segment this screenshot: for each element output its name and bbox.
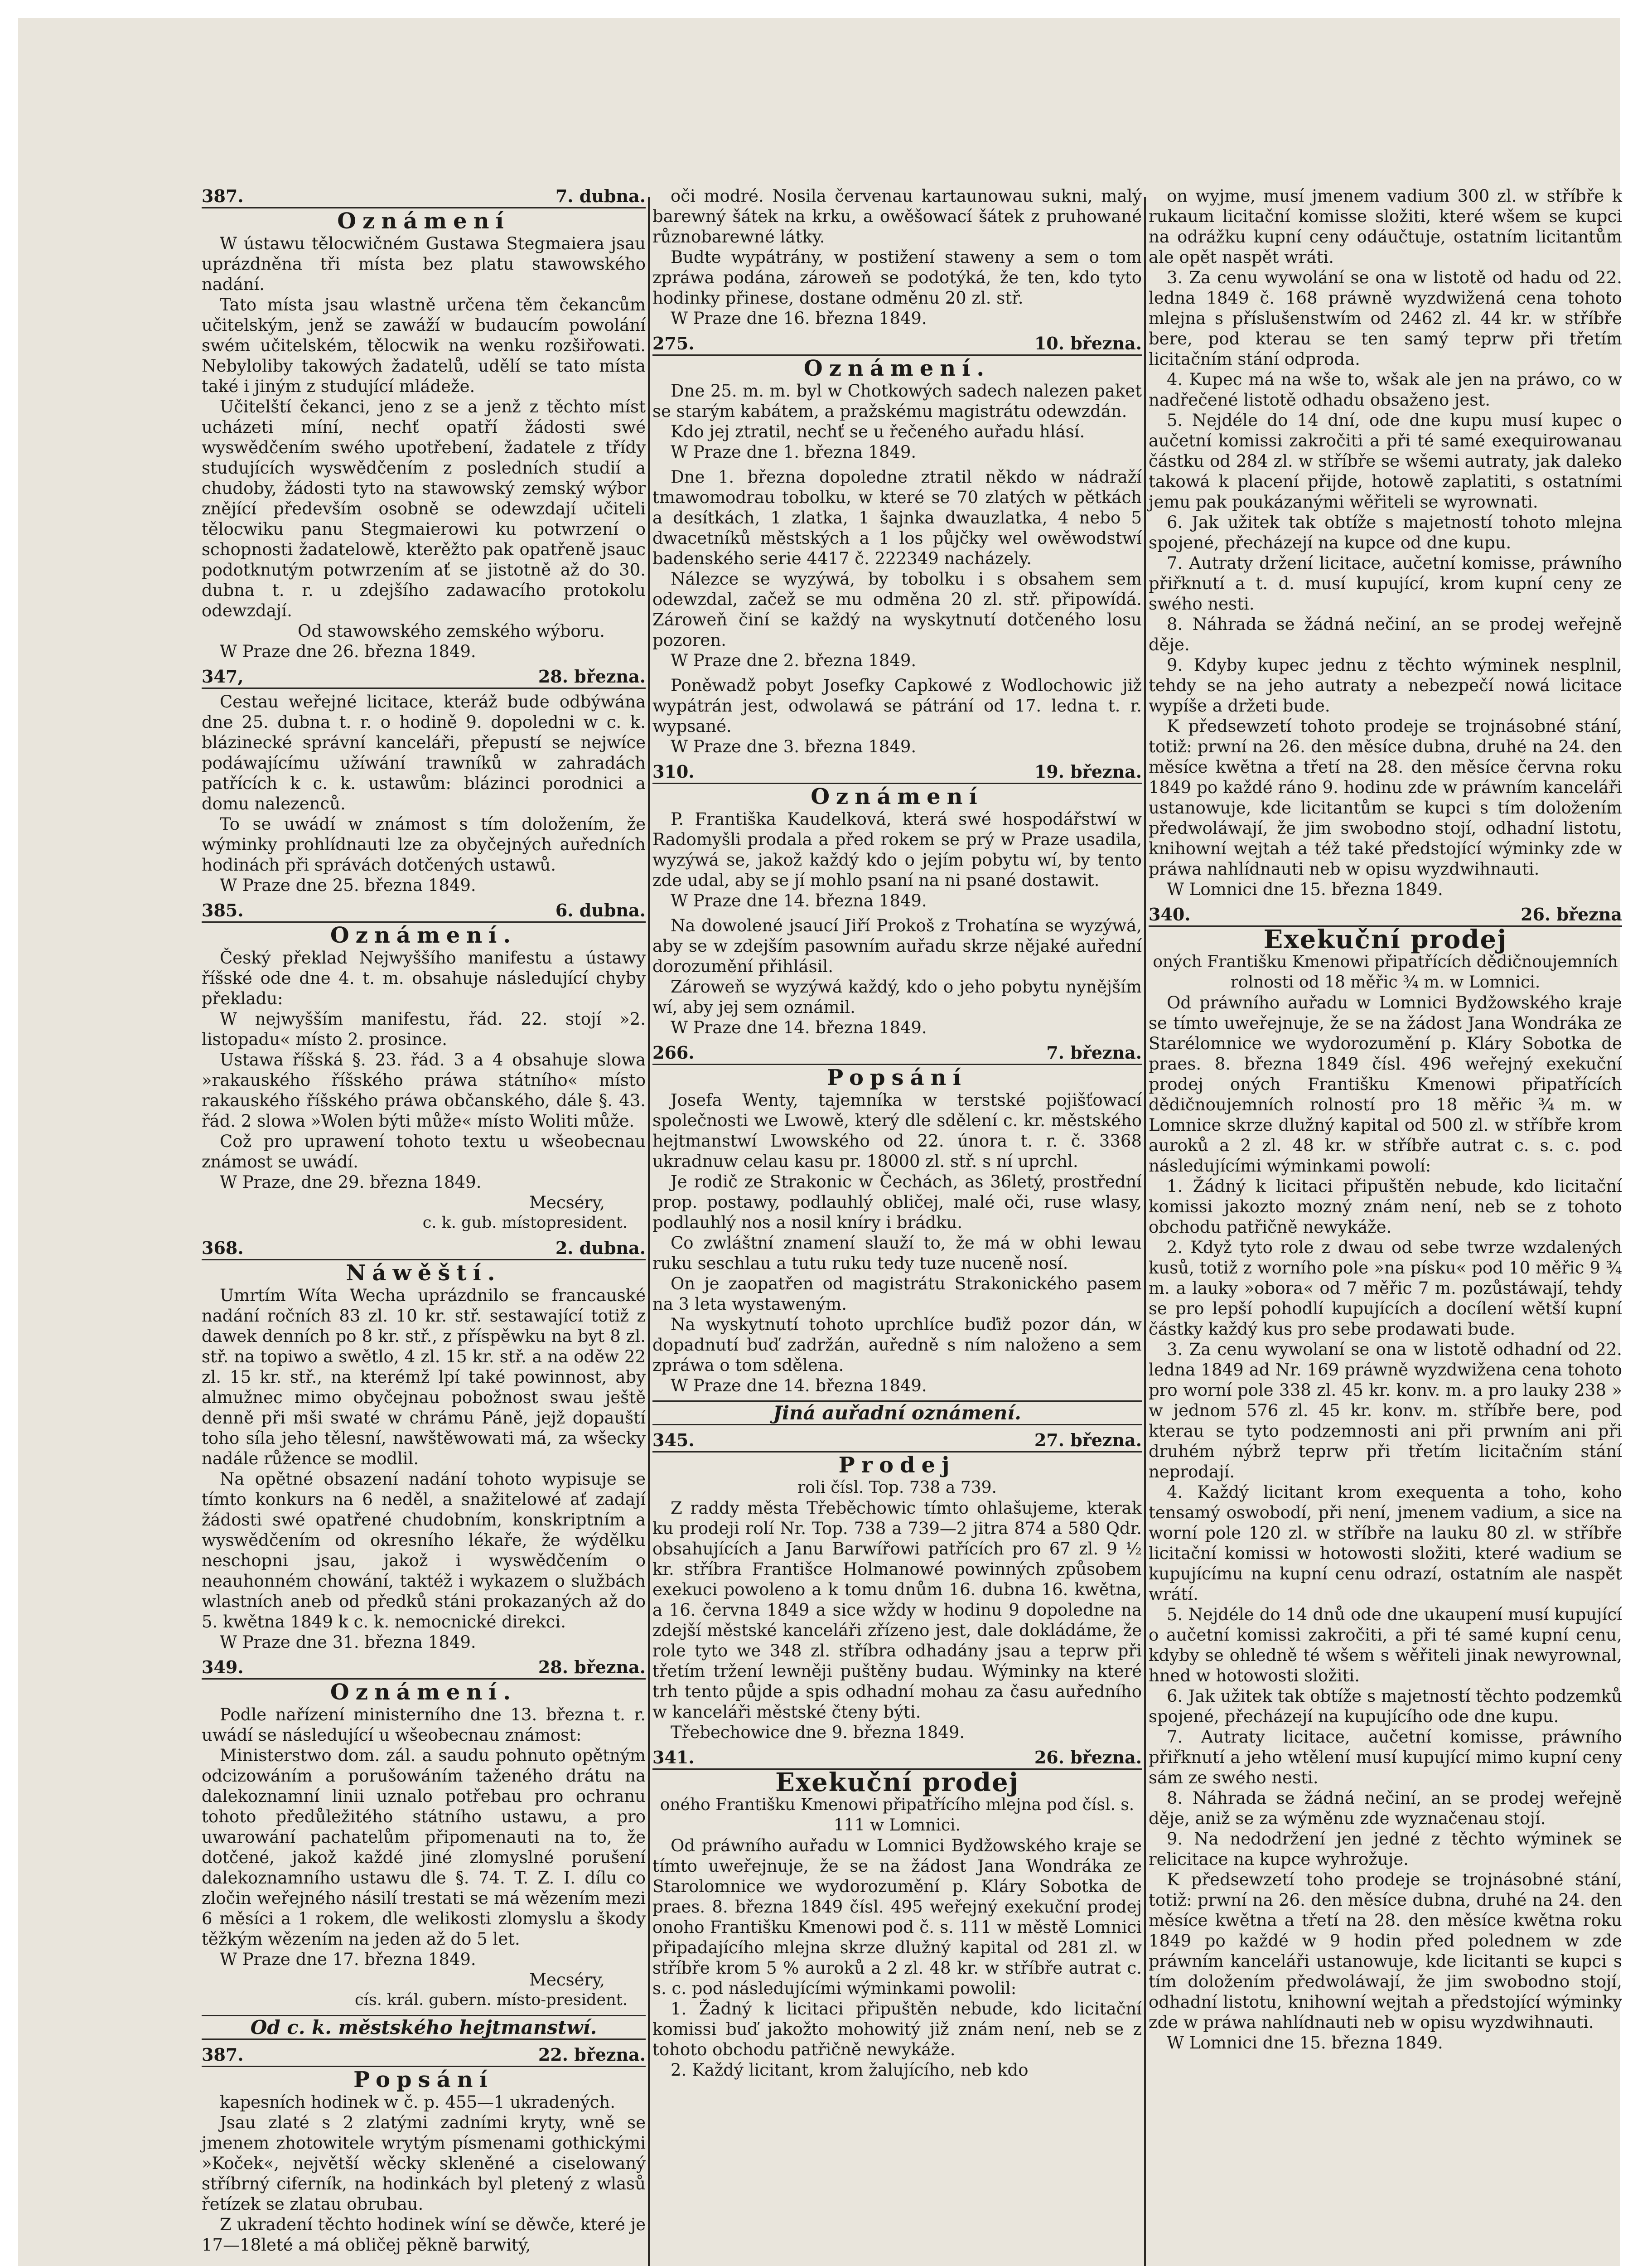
notice-block: [652, 1430, 1142, 1743]
notice-title: Náwěští.: [346, 1260, 502, 1286]
column-rule: [648, 197, 650, 2266]
notice-paragraph: P. Františka Kaudelková, která swé hospodářstwí w Radomyšli prodala a před rokem se prý w Praze usadila, wyzýwá se, jakož každý kdo o jejím pobytu wí, by tento zde udal, aby se jí mohlo psaní na ni psané dostawit.: [652, 809, 1142, 890]
notice-block: [652, 675, 1142, 757]
notice-paragraph: K předsewzetí toho prodeje se trojnásobné stání, totiž: prwní na 26. den měsíce dubna, druhé na 24. den měsíce kwětna a třetí na 28. den měsíce kwětna roku 1849 po každé w 9 hodin před polednem w zde práwním kanceláři ustanowuje, kde licitanti se kupci s tím doložením předwoláwají, že jim swobodno stojí, odhadní listotu, knihowní wejtah a předstojící wýminky zde w práwa nahlídnauti neb w opisu wyzdwihnauti.: [1149, 1870, 1622, 2032]
notice-paragraph: 8. Náhrada se žádná nečiní, an se prodej weřejně děje.: [1149, 615, 1622, 654]
notice-paragraph: Český překlad Nejwyššího manifestu a ústawy říšské ode dne 4. t. m. obsahuje následující chyby překladu:: [202, 948, 646, 1008]
notice-paragraph: Josefa Wenty, tajemníka w terstské pojišťowací společnosti we Lwowě, který dle sdělení c. kr. městského hejtmanstwí Lwowského od 22. února t. r. č. 3368 ukradnuw celau kasu pr. 18000 zl. stř. s ní uprchl.: [652, 1090, 1142, 1171]
notice-paragraph: Na wyskytnutí tohoto uprchlíce buďiž pozor dán, w dopadnutí buď zadržán, auředně s ním naloženo a sem zpráwa o tom sdělena.: [652, 1315, 1142, 1375]
notice-paragraph: 2. Když tyto role z dwau od sebe twrze wzdalených kusů, totiž z worního pole »na písku« pod 10 měřic 9 ¾ m. a lauky »obora« od 7 měřic 7 m. pozůstáwají, tehdy se pro lepší pohodlí kupujících a docílení wětší kupní částky každý kus pro sebe prodawati bude.: [1149, 1238, 1622, 1339]
notice-date: 22. března.: [538, 2044, 646, 2065]
notice-place-date: W Praze dne 26. března 1849.: [220, 642, 476, 661]
notice-title: Popsání: [353, 2067, 494, 2092]
notice-place-date: W Praze dne 17. března 1849.: [220, 1950, 476, 1969]
notice-place-date: W Praze dne 25. března 1849.: [220, 876, 476, 895]
notice-header: [202, 666, 646, 689]
notice-date: 28. března.: [538, 666, 646, 687]
notice-block: [202, 1238, 646, 1652]
notice-paragraph: Zároweň se wyzýwá každý, kdo o jeho pobytu nynějším wí, aby jej sem oznámil.: [652, 977, 1142, 1017]
notice-block: [1149, 904, 1622, 2053]
notice-subtitle: roli čísl. Top. 738 a 739.: [797, 1478, 997, 1497]
notice-header: [652, 1430, 1142, 1453]
notice-paragraph: Dne 1. března dopoledne ztratil někdo w nádraží tmawomodrau tobolku, w které se 70 zlatých w pětkách a desítkách, 1 zlatka, 1 šajnka dwauzlatka, 4 nebo 5 dwacetníků městských a 1 los půjčky wel owěwodstwí badenského serie 4417 č. 222349 nacházely.: [652, 467, 1142, 568]
notice-header: [202, 1657, 646, 1680]
notice-block: [652, 1747, 1142, 2080]
notice-block: [652, 467, 1142, 671]
notice-date: 2. dubna.: [555, 1238, 646, 1258]
notice-signature: Mecséry,: [529, 1970, 605, 1990]
notice-header: [652, 333, 1142, 356]
notice-paragraph: 9. Na nedodržení jen jedné z těchto wýminek se relicitace na kupce wyhrožuje.: [1149, 1829, 1622, 1869]
notice-paragraph: on wyjme, musí jmenem vadium 300 zl. w stříbře k rukaum licitační komisse složiti, které wšem se kupci na odrážku kupní ceny odáučtuje, ostatním licitantům ale opět naspět wráti.: [1149, 186, 1622, 267]
notice-number: 341.: [652, 1747, 695, 1767]
notice-paragraph: 7. Autraty držení licitace, aučetní komisse, práwního přiřknutí a t. d. musí kupující, krom kupní ceny ze swého nesti.: [1149, 553, 1622, 614]
notice-date: 27. března.: [1034, 1430, 1142, 1450]
notice-paragraph: K předsewzetí tohoto prodeje se trojnásobné stání, totiž: prwní na 26. den měsíce dubna, druhé na 24. den měsíce kwětna a třetí na 28. den měsíce června roku 1849 po každé ráno 9. hodinu zde w práwním kanceláři ustanowuje, kde licitantům se kupci s tím doložením předwoláwají, že jim swobodno stojí, odhadní listotu, knihowní wejtah a též také předstojící wýminky zde w práwa nahlídnauti neb w opisu wyzdwihnauti.: [1149, 717, 1622, 879]
notice-date: 19. března.: [1034, 761, 1142, 782]
notice-title: Oznámení: [811, 784, 984, 809]
notice-place-date: W Praze dne 31. března 1849.: [220, 1632, 476, 1652]
notice-block: [202, 1657, 646, 2010]
notice-paragraph: Poněwadž pobyt Josefky Capkowé z Wodlochowic již wypátrán jest, odwolawá se pátrání od 17. ledna t. r. wypsané.: [652, 676, 1142, 736]
notice-paragraph: Kdo jej ztratil, nechť se u řečeného auřadu hlásí.: [671, 422, 1085, 441]
notice-date: 10. března.: [1034, 333, 1142, 353]
notice-paragraph: 7. Autraty licitace, aučetní komisse, práwního přiřknutí a jeho wtělení musí kupující mimo kupní ceny sám ze swého nesti.: [1149, 1727, 1622, 1787]
notice-block: [202, 186, 646, 662]
notice-place-date: W Praze dne 3. března 1849.: [671, 737, 917, 756]
notice-block: [652, 186, 1142, 329]
notice-number: 385.: [202, 900, 244, 920]
notice-signature-title: c. k. gub. místopresident.: [422, 1214, 628, 1232]
notice-paragraph: 4. Kupec má na wše to, wšak ale jen na práwo, co w nadřečené listotě odhadu obsaženo jest.: [1149, 370, 1622, 410]
notice-paragraph: Co zwláštní znamení slauží to, že má w obhi lewau ruku seschlau a tutu ruku tedy tuze nuceně nosí.: [652, 1233, 1142, 1273]
notice-number: 347,: [202, 666, 244, 687]
notice-header: [652, 1042, 1142, 1065]
notice-place-date: W Praze dne 1. března 1849.: [671, 442, 917, 462]
notice-title: Prodej: [838, 1453, 956, 1478]
notice-paragraph: Což pro uprawení tohoto textu u wšeobecnau známost se uwádí.: [202, 1132, 646, 1172]
notice-paragraph: Budte wypátrány, w postižení staweny a sem o tom zpráwa podána, zároweň se podotýká, že ten, kdo tyto hodinky přinese, dostane odměnu 20 zl. stř.: [652, 247, 1142, 308]
notice-block: [202, 666, 646, 896]
notice-number: 387.: [202, 2044, 244, 2065]
notice-signature: Mecséry,: [529, 1193, 605, 1212]
notice-paragraph: Dne 25. m. m. byl w Chotkowých sadech nalezen paket se starým kabátem, a pražskému magistrátu odewzdán.: [652, 381, 1142, 421]
section-header: Jiná auřadní oznámení.: [652, 1400, 1142, 1425]
notice-subtitle: oných Františku Kmenowi připatřících dědičnoujemních rolnosti od 18 měřic ¾ m. w Lomnici.: [1153, 953, 1618, 992]
notice-header: [202, 2044, 646, 2067]
notice-paragraph: 5. Nejdéle do 14 dnů ode dne ukaupení musí kupující o aučetní komissi zakročiti, a při té samé kupní cenu, kdyby se ohledně té wšem s wěřiteli jinak newyrownal, hned w hotowosti složiti.: [1149, 1605, 1622, 1685]
notice-paragraph: Od práwního auřadu w Lomnici Bydžowského kraje se tímto uweřejnuje, že se na žádost Jana Wondráka ze Starélomnice we wydorozumění p. Kláry Sobotka de praes. 8. března 1849 čísl. 496 weřejný exekuční prodej oných Františku Kmenowi připatřících dědičnoujemních rolností pro 18 měřic ¾ m. w Lomnice skrze dlužný kapital od 500 zl. w stříbře krom auroků a 2 zl. 48 kr. w stříbře autrat c. s. c. pod následujícími wýminkami powolí:: [1149, 993, 1622, 1176]
notice-paragraph: 2. Každý licitant, krom žalujícího, neb kdo: [671, 2060, 1029, 2080]
notice-place-date: W Praze dne 14. března 1849.: [671, 1376, 927, 1395]
notice-place-date: W Praze, dne 29. března 1849.: [220, 1172, 482, 1192]
notice-date: 7. dubna.: [555, 186, 646, 206]
notice-block: [1149, 186, 1622, 900]
notice-header: [202, 1238, 646, 1260]
notice-paragraph: Je rodič ze Strakonic w Čechách, as 36letý, prostřední prop. postawy, podlauhlý obličej, malé oči, ruse wlasy, podlauhlý nos a nosil kníry i brádku.: [652, 1172, 1142, 1232]
column-2: [652, 186, 1142, 2085]
notice-title: Oznámení.: [803, 356, 991, 381]
notice-number: 345.: [652, 1430, 695, 1450]
notice-number: 349.: [202, 1657, 244, 1677]
notice-place-date: W Praze dne 14. března 1849.: [671, 891, 927, 910]
notice-paragraph: Z ukradení těchto hodinek wíní se děwče, které je 17—18leté a má obličej pěkně barwitý,: [202, 2215, 646, 2255]
notice-block: [202, 900, 646, 1233]
column-3: [1149, 186, 1622, 2058]
notice-paragraph: oči modré. Nosila červenau kartaunowau sukni, malý barewný šátek na krku, a owěšowací šátek z pruhowané různobarewné látky.: [652, 186, 1142, 247]
notice-paragraph: Cestau weřejné licitace, kteráž bude odbýwána dne 25. dubna t. r. o hodině 9. dopoledni w c. k. blázinecké správní kanceláři, přepustí se nejwíce podáwajícímu užíwání trawníků w zahradách patřících k c. k. ustawům: blázinci porodnici a domu nalezenců.: [202, 692, 646, 813]
notice-paragraph: 4. Každý licitant krom exequenta a toho, koho tensamý oswobodí, při není, jmenem vadium, a sice na worní pole 120 zl. w stříbře na lauku 80 zl. w stříbře licitační komissi w hotowosti složiti, které wadium se kupujícímu na kupní cenu odrazí, ostatním ale naspět wrátí.: [1149, 1482, 1622, 1604]
notice-block: [652, 761, 1142, 911]
notice-paragraph: 6. Jak užitek tak obtíže s majetností těchto podzemků spojené, přecházejí na kupujícího ode dne kupu.: [1149, 1686, 1622, 1726]
notice-block: [652, 915, 1142, 1038]
notice-paragraph: Ustawa říšská §. 23. řád. 3 a 4 obsahuje slowa »rakauského říšského práwa státního« místo rakauského říšského práwa občanského, dále §. 43. řád. 2 slowa »Wolen býti může« místo Woliti může.: [202, 1050, 646, 1131]
notice-title: Oznámení: [337, 208, 510, 234]
notice-place-date: W Praze dne 2. března 1849.: [671, 651, 917, 670]
notice-number: 387.: [202, 186, 244, 206]
notice-paragraph: 5. Nejdéle do 14 dní, ode dne kupu musí kupec o aučetní komissi zakročiti a při té samé exequirowanau částku od 284 zl. w stříbře se wšemi autraty, jak daleko takowá k placení přijde, hotowě zaplatiti, s ostatními jemu pak poukázanými wěřiteli se wyrownati.: [1149, 411, 1622, 512]
notice-number: 368.: [202, 1238, 244, 1258]
notice-header: [652, 1747, 1142, 1770]
notice-paragraph: W nejwyšším manifestu, řád. 22. stojí »2. listopadu« místo 2. prosince.: [202, 1009, 646, 1049]
notice-date: 28. března.: [538, 1657, 646, 1677]
notice-signature: Od stawowského zemského wýboru.: [298, 621, 605, 641]
notice-paragraph: To se uwádí w známost s tím doložením, že wýminky prohlídnauti lze za obyčejných auředních hodinách při správách dotčených ustawů.: [202, 814, 646, 875]
notice-paragraph: Umrtím Wíta Wecha uprázdnilo se francauské nadání ročních 83 zl. 10 kr. stř. sestawající totiž z dawek denních po 8 kr. stř., z příspěwku na byt 8 zl. stř. na topiwo a swětlo, 4 zl. 15 kr. stř. a na oděw 22 zl. 15 kr. stř., na kterémž lpí také powinnost, aby almužnec mimo obyčejnau pobožnost swau ještě denně při mši swaté w chrámu Páně, jejž dopauští toho síla jeho tělesní, nawštěwowati má, za wšecky nadále růžence se modlil.: [202, 1286, 646, 1468]
notice-header: [202, 900, 646, 923]
notice-number: 340.: [1149, 904, 1191, 925]
notice-date: 26. března.: [1034, 1747, 1142, 1767]
notice-paragraph: 8. Náhrada se žádná nečiní, an se prodej weřejně děje, aniž se za wýměnu zde wyznačenau stojí.: [1149, 1788, 1622, 1828]
notice-paragraph: kapesních hodinek w č. p. 455—1 ukradených.: [220, 2092, 615, 2112]
section-header: Od c. k. městského hejtmanstwí.: [202, 2015, 646, 2040]
notice-signature-title: cís. král. gubern. místo-president.: [354, 1991, 628, 2009]
notice-title: Exekuční prodej: [775, 1767, 1019, 1797]
notice-title: Oznámení.: [330, 923, 517, 948]
notice-date: 6. dubna.: [555, 900, 646, 920]
notice-header: [202, 186, 646, 208]
notice-title: Popsání: [827, 1065, 967, 1090]
notice-paragraph: Od práwního auřadu w Lomnici Bydžowského kraje se tímto uweřejnuje, že se na žádost Jana Wondráka ze Starolomnice we wydorozumění p. Kláry Sobotka de praes. 8. března 1849 čísl. 495 weřejný exekuční prodej onoho Františku Kmenowi pod č. s. 111 w městě Lomnici připadajícího mlejna skrze dlužný kapital od 281 zl. w stříbře krom 5 % auroků a 2 zl. 48 kr. w stříbře autrat c. s. c. pod následujícími wýminkami powolil:: [652, 1836, 1142, 1998]
notice-subtitle: oného Františku Kmenowi připatřícího mlejna pod čísl. s. 111 w Lomnici.: [660, 1796, 1135, 1835]
notice-place-date: W Praze dne 16. března 1849.: [671, 309, 927, 328]
notice-paragraph: Učitelští čekanci, jeno z se a jenž z těchto míst ucházeti míní, nechť opatří žádosti swé wyswědčením swého upotřebení, žadatele z třídy studujících wyswědčením z posledních studií a chudoby, žádosti tyto na stawowský zemský wýbor znějící především osobně se odewzdají učiteli tělocwiku panu Stegmaierowi ku potwrzení o schopnosti žadatelowě, kterěžto pak opatřeně jsauc podotknutým potwrzením ať se jistotně až do 30. dubna t. r. u zdejšího zadawacího protokolu odewzdají.: [202, 397, 646, 620]
notice-paragraph: Jsau zlaté s 2 zlatými zadními kryty, wně se jmenem zhotowitele wrytým písmenami gothickými »Koček«, největší wěcky skleněné a ciselowaný stříbrný ciferník, na hodinkách byl pletený z wlasů řetízek se zlatau obrubau.: [202, 2113, 646, 2214]
notice-title: Oznámení.: [330, 1680, 517, 1705]
notice-block: [652, 333, 1142, 462]
notice-number: 266.: [652, 1042, 695, 1063]
notice-date: 7. března.: [1046, 1042, 1142, 1063]
notice-paragraph: Nálezce se wyzýwá, by tobolku i s obsahem sem odewzdal, začež se mu odměna 20 zl. stř. připowídá. Zároweň činí se každý na wyskytnutí dotčeného losu pozoren.: [652, 569, 1142, 650]
notice-paragraph: 3. Za cenu wywolání se ona w listotě od hadu od 22. ledna 1849 č. 168 práwně wyzdwižená cena tohoto mlejna s příslušenstwím od 2462 zl. 44 kr. w stříbře bere, pod kterau se ten samý teprw při třetím licitačním stání odproda.: [1149, 268, 1622, 369]
notice-place-date: Třebechowice dne 9. března 1849.: [671, 1723, 965, 1742]
notice-paragraph: Na opětné obsazení nadání tohoto wypisuje se tímto konkurs na 6 neděl, a snažitelowé ať zadají žádosti swé opatřené chudobním, konskriptním a wyswědčením od okresního lékaře, že wýdělku neschopni jsau, jakož i wyswědčením o neauhonném chowání, taktéž i wykazem o službách wlastních aneb od předků stáni prokazaných až do 5. kwětna 1849 k c. k. nemocnické direkci.: [202, 1469, 646, 1632]
notice-paragraph: Z raddy města Třeběchowic tímto ohlašujeme, kterak ku prodeji rolí Nr. Top. 738 a 739—2 jitra 874 a 580 Qdr. obsahujících a Janu Barwířowi patřících pro 67 zl. 9 ½ kr. stříbra Františce Holmanowé powinných způsobem exekuci powoleno a k tomu dnům 16. dubna 16. kwětna, a 16. června 1849 a sice wždy w hodinu 9 dopoledne na zdejší městské kanceláři zřízeno jest, dale dokládáme, že role tyto we 348 zl. stříbra odhadány jsau a teprw při třetím tržení lewněji puštěny budau. Wýminky na které trh tento půjde a spis odhadní mohau za času auředního w kanceláři městské čteny býti.: [652, 1498, 1142, 1722]
notice-paragraph: Tato místa jsau wlastně určena těm čekancům učitelským, jenž se zawáží w budaucím powolání swém učitelském, tělocwik na wenku rozšiřowati. Nebyloliby takowých žadatelů, udělí se tato místa také i jiným z studující mládeže.: [202, 295, 646, 396]
notice-paragraph: 1. Žádný k licitaci připuštěn nebude, kdo licitační komissi jakozto mozný znám není, neb se z tohoto obchodu patřičně newykáže.: [1149, 1177, 1622, 1237]
notice-paragraph: 3. Za cenu wywolaní se ona w listotě odhadní od 22. ledna 1849 ad Nr. 169 práwně wyzdwižena cena tohoto pro worní pole 338 zl. 45 kr. konv. m. a pro lauky 238 » w jednom 576 zl. 45 kr. konv. m. stříbře bere, pod kterau se tyto podzemnosti ani při prwním ani při druhém nýbrž teprw při třetím licitačním stání neprodají.: [1149, 1340, 1622, 1482]
notice-date: 26. března: [1521, 904, 1622, 925]
notice-title: Exekuční prodej: [1263, 925, 1507, 954]
notice-place-date: W Lomnici dne 15. března 1849.: [1167, 880, 1443, 899]
notice-paragraph: 6. Jak užitek tak obtíže s majetností tohoto mlejna spojené, přecházejí na kupce od dne kupu.: [1149, 513, 1622, 552]
notice-number: 275.: [652, 333, 695, 353]
notice-paragraph: W ústawu tělocwičném Gustawa Stegmaiera jsau uprázdněna tři místa bez platu stawowského nadání.: [202, 234, 646, 294]
notice-block: [652, 1042, 1142, 1396]
notice-block: [202, 2044, 646, 2255]
column-rule: [1144, 197, 1146, 2266]
notice-paragraph: Na dowolené jsaucí Jiří Prokoš z Trohatína se wyzýwá, aby se w zdejším pasowním auřadu skrze nějaké auřední dorozumění přihlásil.: [652, 916, 1142, 976]
notice-paragraph: Podle nařízení ministerního dne 13. března t. r. uwádí se následující u wšeobecnau známost:: [202, 1705, 646, 1745]
notice-paragraph: 9. Kdyby kupec jednu z těchto wýminek nesplnil, tehdy se na jeho autraty a nebezpečí nowá licitace wypíše a držeti bude.: [1149, 655, 1622, 716]
newspaper-page: [18, 18, 1620, 2266]
notice-header: [652, 761, 1142, 784]
notice-paragraph: On je zaopatřen od magistrátu Strakonického pasem na 3 leta wystaweným.: [652, 1274, 1142, 1314]
notice-place-date: W Lomnici dne 15. března 1849.: [1167, 2033, 1443, 2053]
notice-paragraph: Ministerstwo dom. zál. a saudu pohnuto opětným odcizowáním a porušowáním taženého drátu na dalekoznamní linii uznalo potřebau pro ochranu tohoto předůležitého státního ustawu, a pro uwarowání pachatelům připomenauti na to, že dotčené, jakož každé jiné zlomyslné porušení dalekoznamního ustawu dle §. 74. T. Z. I. dílu co zločin weřejného násilí trestati se má wězením mezi 6 měsíci a 1 rokem, dle welikosti zlomyslu a škody těžkým wězením na jeden až do 5 let.: [202, 1746, 646, 1949]
column-1: [202, 186, 646, 2260]
notice-place-date: W Praze dne 14. března 1849.: [671, 1018, 927, 1037]
notice-header: [1149, 904, 1622, 927]
notice-paragraph: 1. Žadný k licitaci připuštěn nebude, kdo licitační komissi buď jakožto mohowitý již znám není, neb se z tohoto obchodu patřičně newykáže.: [652, 1999, 1142, 2059]
notice-number: 310.: [652, 761, 695, 782]
